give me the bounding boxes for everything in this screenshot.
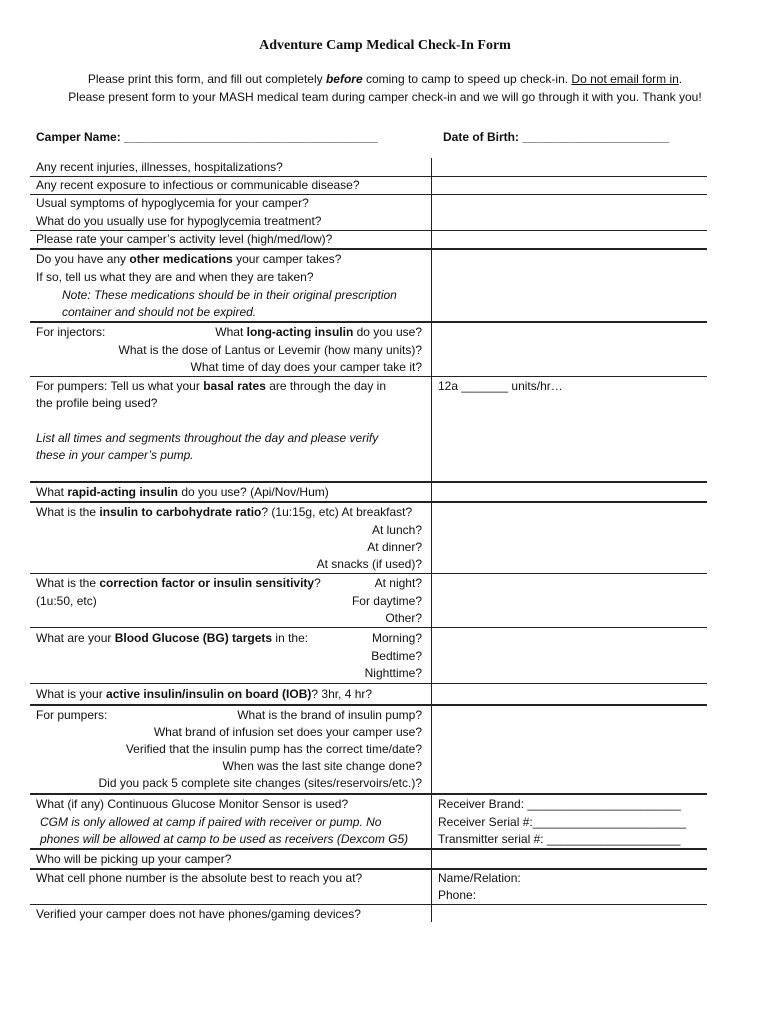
question-exposure: Any recent exposure to infectious or communicable disease?	[36, 178, 360, 192]
answer-exposure[interactable]	[432, 177, 707, 194]
question-correction-factor: What is the correction factor or insulin sensitivity?	[36, 576, 321, 590]
form-row-rapid-acting-insulin	[30, 483, 707, 503]
label-at-snacks: At snacks (if used)?	[316, 557, 422, 571]
form-row-active-insulin	[30, 685, 707, 706]
answer-pickup-person[interactable]	[432, 850, 707, 868]
question-medication-details: If so, tell us what they are and when they are taken?	[36, 270, 314, 284]
answer-carb-ratio[interactable]	[432, 503, 707, 573]
question-hypoglycemia-treatment: What do you usually use for hypoglycemia treatment?	[36, 214, 322, 228]
form-row-carb-ratio	[30, 503, 707, 574]
form-row-hypoglycemia-treatment	[30, 212, 707, 231]
note-medications-line1: Note: These medications should be in their original prescription	[62, 288, 397, 302]
question-pump-brand: What is the brand of insulin pump?	[237, 708, 422, 722]
answer-pump-details[interactable]	[432, 706, 707, 793]
answer-no-devices[interactable]	[432, 905, 707, 923]
question-rapid-acting-insulin: What rapid-acting insulin do you use? (Api/Nov/Hum)	[36, 485, 329, 499]
form-row-basal-rates	[30, 377, 707, 483]
date-of-birth-field[interactable]: Date of Birth: ______________________	[443, 130, 670, 144]
question-bg-targets: What are your Blood Glucose (BG) targets in the:	[36, 631, 309, 645]
question-hypoglycemia-symptoms: Usual symptoms of hypoglycemia for your camper?	[36, 196, 309, 210]
question-carb-ratio: What is the insulin to carbohydrate ratio? (1u:15g, etc) At breakfast?	[36, 505, 413, 519]
form-row-recent-injuries	[30, 158, 707, 177]
note-cgm-line1: CGM is only allowed at camp if paired with receiver or pump. No	[40, 815, 382, 829]
note-basal-line1: List all times and segments throughout the day and please verify	[36, 431, 379, 445]
label-for-daytime: For daytime?	[351, 594, 422, 608]
label-for-pumpers: For pumpers:	[36, 708, 108, 722]
receiver-serial-field[interactable]: Receiver Serial #:_______________________	[438, 815, 687, 829]
form-row-correction-factor	[30, 574, 707, 628]
question-pickup-person: Who will be picking up your camper?	[36, 852, 232, 866]
form-row-bg-targets	[30, 629, 707, 684]
answer-activity-level[interactable]	[432, 231, 707, 248]
question-basal-rates: For pumpers: Tell us what your basal rates are through the day in	[36, 379, 386, 393]
question-site-changes-packed: Did you pack 5 complete site changes (sites/reservoirs/etc.)?	[98, 776, 422, 790]
answer-hypoglycemia-symptoms[interactable]	[432, 195, 707, 212]
name-relation-field[interactable]: Name/Relation:	[438, 871, 521, 885]
question-long-acting-insulin: What long-acting insulin do you use?	[215, 325, 422, 339]
label-for-injectors: For injectors:	[36, 325, 106, 339]
form-title: Adventure Camp Medical Check-In Form	[259, 38, 511, 53]
answer-injectors[interactable]	[432, 323, 707, 376]
label-at-lunch: At lunch?	[371, 523, 422, 537]
note-cgm-line2: phones will be allowed at camp to be used as receivers (Dexcom G5)	[40, 832, 409, 846]
question-other-medications: Do you have any other medications your camper takes?	[36, 252, 342, 266]
question-no-devices: Verified your camper does not have phones/gaming devices?	[36, 907, 361, 921]
form-row-other-medications	[30, 250, 707, 323]
question-dose-time: What time of day does your camper take it?	[190, 360, 422, 374]
form-intro	[0, 70, 770, 106]
answer-active-insulin[interactable]	[432, 685, 707, 704]
question-cgm-sensor: What (if any) Continuous Glucose Monitor Sensor is used?	[36, 797, 349, 811]
transmitter-serial-field[interactable]: Transmitter serial #: ____________________	[438, 832, 681, 846]
label-nighttime: Nighttime?	[364, 666, 422, 680]
phone-field[interactable]: Phone:	[438, 888, 477, 902]
label-at-dinner: At dinner?	[367, 540, 422, 554]
label-morning: Morning?	[371, 631, 422, 645]
camper-name-field[interactable]: Camper Name: ______________________________________	[36, 130, 378, 144]
form-row-phone	[30, 870, 707, 905]
answer-bg-targets[interactable]	[432, 629, 707, 683]
question-activity-level: Please rate your camper’s activity level (high/med/low)?	[36, 232, 333, 246]
question-recent-injuries: Any recent injuries, illnesses, hospitalizations?	[36, 160, 283, 174]
note-basal-line2: these in your camper’s pump.	[36, 448, 194, 462]
form-row-pickup	[30, 850, 707, 870]
question-lantus-dose: What is the dose of Lantus or Levemir (how many units)?	[118, 343, 422, 357]
form-row-hypoglycemia-symptoms	[30, 195, 707, 212]
form-row-pump-details	[30, 706, 707, 795]
question-active-insulin: What is your active insulin/insulin on board (IOB)? 3hr, 4 hr?	[36, 687, 373, 701]
question-last-site-change: When was the last site change done?	[222, 759, 422, 773]
form-row-devices	[30, 905, 707, 923]
answer-hypoglycemia-treatment[interactable]	[432, 212, 707, 230]
answer-basal-rates[interactable]: 12a _______ units/hr…	[438, 379, 563, 393]
form-row-exposure	[30, 177, 707, 195]
form-row-activity-level	[30, 231, 707, 250]
answer-rapid-acting-insulin[interactable]	[432, 483, 707, 501]
label-other: Other?	[385, 611, 422, 625]
example-correction-factor: (1u:50, etc)	[36, 594, 97, 608]
answer-other-medications[interactable]	[432, 250, 707, 321]
answer-correction-factor[interactable]	[432, 574, 707, 627]
form-row-cgm	[30, 795, 707, 850]
label-at-night: At night?	[374, 576, 422, 590]
form-row-injectors	[30, 323, 707, 377]
label-bedtime: Bedtime?	[371, 649, 422, 663]
answer-recent-injuries[interactable]	[432, 158, 707, 176]
intro-line-2: Please present form to your MASH medical team during camper check-in and we will go through it with you. Thank you!	[68, 90, 702, 104]
intro-line-1: Please print this form, and fill out completely before coming to camp to speed up check-in. Do not email form in.	[87, 72, 683, 86]
receiver-brand-field[interactable]: Receiver Brand: _______________________	[438, 797, 681, 811]
question-basal-profile: the profile being used?	[36, 396, 158, 410]
question-pump-time-verified: Verified that the insulin pump has the correct time/date?	[125, 742, 422, 756]
note-medications-line2: container and should not be expired.	[62, 305, 257, 319]
question-phone-number: What cell phone number is the absolute best to reach you at?	[36, 871, 363, 885]
question-infusion-set: What brand of infusion set does your camper use?	[153, 725, 422, 739]
